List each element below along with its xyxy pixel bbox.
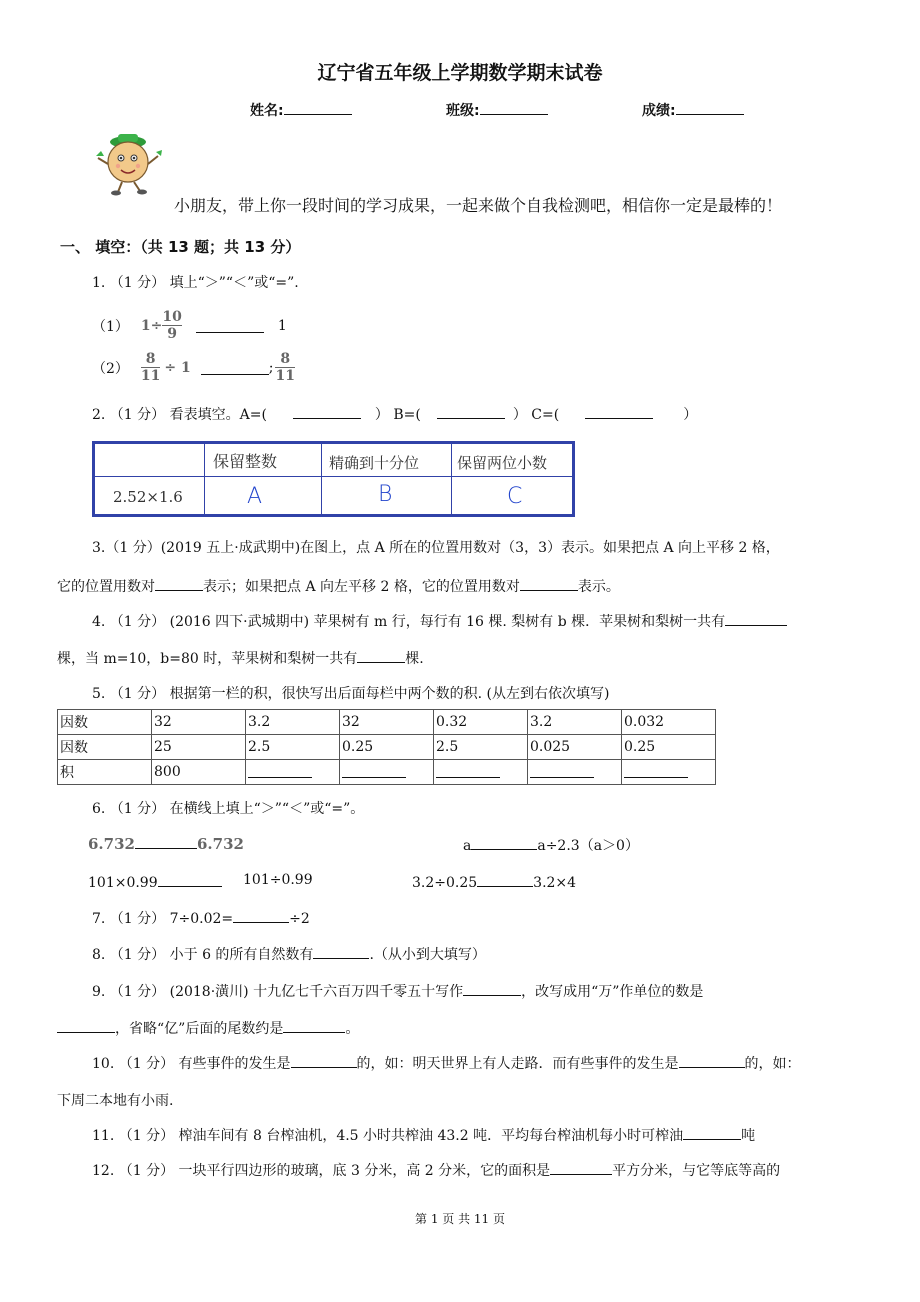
answer-blank[interactable]	[477, 872, 533, 887]
part-label: （1）	[92, 318, 129, 335]
rounding-table	[92, 441, 575, 517]
fraction	[275, 352, 294, 383]
class-field[interactable]	[446, 100, 548, 120]
answer-blank[interactable]	[135, 834, 197, 849]
greeting-text: 小朋友，带上你一段时间的学习成果，一起来做个自我检测吧，相信你一定是最棒的！	[174, 196, 783, 215]
name-field[interactable]	[250, 100, 352, 120]
compare-value: 1	[277, 317, 287, 334]
text: 4. （1 分） (2016 四下·武城期中) 苹果树有 m 行，每行有 16 棵. 梨树有 b 棵．苹果树和梨树一共有	[92, 614, 726, 630]
answer-blank[interactable]	[291, 1053, 357, 1068]
question-2-stem	[92, 404, 697, 424]
text: 3.2÷0.25	[412, 875, 478, 891]
answer-blank-c[interactable]	[585, 404, 653, 419]
cell-c: C	[507, 484, 523, 509]
answer-blank[interactable]	[57, 1018, 115, 1033]
score-blank[interactable]	[676, 100, 744, 115]
question-9-line-2	[57, 1018, 359, 1038]
text: 8. （1 分） 小于 6 的所有自然数有	[92, 947, 314, 963]
table-row	[58, 760, 716, 785]
score-label: 成绩:	[642, 103, 676, 119]
table-row	[58, 735, 716, 760]
question-11	[92, 1125, 755, 1145]
question-6-item-e	[412, 872, 576, 891]
text: 的，如：明天世界上有人走路．而有些事件的发生是	[356, 1056, 679, 1072]
product-table	[57, 709, 716, 785]
answer-blank[interactable]	[248, 763, 312, 778]
table-cell: 0.25	[340, 735, 434, 760]
question-6-item-c	[88, 872, 222, 891]
question-9-line-1	[92, 981, 703, 1001]
text: ÷2	[289, 911, 310, 927]
part-label: （2）	[92, 360, 129, 377]
denominator: 11	[140, 368, 161, 384]
answer-blank[interactable]	[471, 835, 537, 850]
text: 11. （1 分） 榨油车间有 8 台榨油机，4.5 小时共榨油 43.2 吨．平均每台榨油机每小时可榨油	[92, 1128, 684, 1144]
numerator: 10	[162, 309, 182, 325]
answer-blank[interactable]	[233, 908, 289, 923]
text: 101×0.99	[88, 875, 158, 891]
text: .（从小到大填写）	[369, 947, 486, 963]
class-label: 班级:	[446, 103, 480, 119]
text: 平方分米，与它等底等高的	[612, 1163, 781, 1179]
text: 6.732	[88, 835, 135, 853]
mascot-icon	[94, 128, 166, 200]
question-6-item-a	[88, 834, 244, 853]
text: ，改写成用“万”作单位的数是	[521, 984, 704, 1000]
answer-blank[interactable]	[201, 360, 269, 375]
table-cell: 0.025	[528, 735, 622, 760]
answer-blank[interactable]	[624, 763, 688, 778]
score-field[interactable]	[642, 100, 744, 120]
text: 7. （1 分） 7÷0.02=	[92, 911, 234, 927]
answer-blank[interactable]	[158, 872, 222, 887]
question-4-line-2	[57, 648, 424, 668]
close-paren: ）	[683, 407, 698, 423]
page-footer: 第 1 页 共 11 页	[415, 1212, 505, 1226]
table-cell: 3.2	[528, 710, 622, 735]
question-1-stem: 1. （1 分） 填上“＞”“＜”或“=”.	[92, 275, 299, 291]
answer-blank[interactable]	[683, 1125, 741, 1140]
text: 6.732	[196, 835, 244, 853]
answer-blank[interactable]	[520, 576, 578, 591]
denominator: 9	[167, 326, 178, 342]
table-row	[58, 710, 716, 735]
text: 表示。	[577, 579, 620, 595]
text: 3.2×4	[533, 875, 577, 891]
table-cell: 0.25	[622, 735, 716, 760]
text: a÷2.3（a＞0）	[537, 838, 639, 854]
table-cell: 32	[340, 710, 434, 735]
name-label: 姓名:	[250, 103, 284, 119]
text: a	[463, 838, 472, 854]
c-label: ） C=(	[512, 407, 560, 423]
header-round-hundredth: 保留两位小数	[457, 454, 548, 472]
text: 表示；如果把点 A 向左平移 2 格，它的位置用数对	[203, 579, 520, 595]
text: 棵.	[405, 651, 424, 667]
question-6-item-b	[463, 835, 639, 855]
table-cell: 因数	[58, 735, 152, 760]
question-6-stem: 6. （1 分） 在横线上填上“＞”“＜”或“=”。	[92, 801, 365, 817]
question-8	[92, 944, 486, 964]
table-cell: 25	[152, 735, 246, 760]
answer-blank-b[interactable]	[437, 404, 505, 419]
answer-blank[interactable]	[342, 763, 406, 778]
header-round-integer: 保留整数	[213, 452, 278, 471]
b-label: ） B=(	[374, 407, 421, 423]
table-cell: 2.5	[434, 735, 528, 760]
question-2-text: 2. （1 分） 看表填空。A=(	[92, 407, 267, 423]
page-title: 辽宁省五年级上学期数学期末试卷	[317, 62, 603, 84]
text: 。	[345, 1021, 360, 1037]
question-3-line-1: 3.（1 分）(2019 五上·成武期中)在图上，点 A 所在的位置用数对（3，3）表示。如果把点 A 向上平移 2 格，	[92, 540, 780, 556]
table-cell: 积	[58, 760, 152, 785]
fraction	[162, 310, 181, 341]
table-cell: 因数	[58, 710, 152, 735]
question-12	[92, 1160, 780, 1180]
table-cell: 2.5	[246, 735, 340, 760]
section-heading-fill-blank: 一、 填空：（共 13 题；共 13 分）	[60, 238, 301, 256]
question-1-part-2	[92, 352, 295, 383]
answer-blank[interactable]	[155, 576, 203, 591]
cell-a: A	[247, 484, 263, 509]
header-round-tenth: 精确到十分位	[329, 454, 420, 472]
question-7	[92, 908, 310, 928]
question-10-line-1	[92, 1053, 801, 1073]
answer-blank[interactable]	[313, 944, 369, 959]
answer-blank[interactable]	[463, 981, 521, 996]
text: 吨	[741, 1128, 756, 1144]
answer-cell[interactable]	[434, 760, 528, 785]
table-cell: 0.32	[434, 710, 528, 735]
fraction	[141, 352, 160, 383]
table-cell: 800	[152, 760, 246, 785]
numerator: 8	[280, 351, 291, 367]
divisor: ÷ 1	[164, 359, 191, 376]
table-cell: 3.2	[246, 710, 340, 735]
answer-blank-a[interactable]	[293, 404, 361, 419]
question-3-line-2	[57, 576, 620, 596]
table-cell: 0.032	[622, 710, 716, 735]
text: 它的位置用数对	[57, 579, 155, 595]
answer-blank[interactable]	[196, 318, 264, 333]
text: 12. （1 分） 一块平行四边形的玻璃，底 3 分米，高 2 分米，它的面积是	[92, 1163, 551, 1179]
text: ，省略“亿”后面的尾数约是	[115, 1021, 284, 1037]
table-cell: 32	[152, 710, 246, 735]
question-4-line-1	[92, 611, 787, 631]
answer-blank[interactable]	[283, 1018, 345, 1033]
text: 棵，当 m=10，b=80 时，苹果树和梨树一共有	[57, 651, 358, 667]
answer-cell[interactable]	[528, 760, 622, 785]
answer-blank[interactable]	[550, 1160, 612, 1175]
question-5-stem: 5. （1 分） 根据第一栏的积，很快写出后面每栏中两个数的积. (从左到右依次填写)	[92, 686, 610, 702]
answer-blank[interactable]	[436, 763, 500, 778]
dividend: 1÷	[140, 317, 163, 334]
text: 的，如：	[744, 1056, 801, 1072]
numerator: 8	[145, 351, 156, 367]
question-6-item-d: 101÷0.99	[243, 872, 313, 888]
row-expression: 2.52×1.6	[113, 488, 183, 506]
text: 10. （1 分） 有些事件的发生是	[92, 1056, 291, 1072]
answer-blank[interactable]	[357, 648, 405, 663]
denominator: 11	[275, 368, 295, 384]
question-1-part-1	[92, 310, 287, 341]
separator: ;	[268, 359, 274, 376]
answer-blank[interactable]	[725, 611, 787, 626]
cell-b: B	[378, 482, 393, 507]
question-10-line-2: 下周二本地有小雨.	[57, 1093, 174, 1109]
answer-cell[interactable]	[340, 760, 434, 785]
text: 9. （1 分） (2018·潢川) 十九亿七千六百万四千零五十写作	[92, 984, 464, 1000]
answer-cell[interactable]	[622, 760, 716, 785]
class-blank[interactable]	[480, 100, 548, 115]
name-blank[interactable]	[284, 100, 352, 115]
answer-blank[interactable]	[679, 1053, 745, 1068]
answer-blank[interactable]	[530, 763, 594, 778]
answer-cell[interactable]	[246, 760, 340, 785]
